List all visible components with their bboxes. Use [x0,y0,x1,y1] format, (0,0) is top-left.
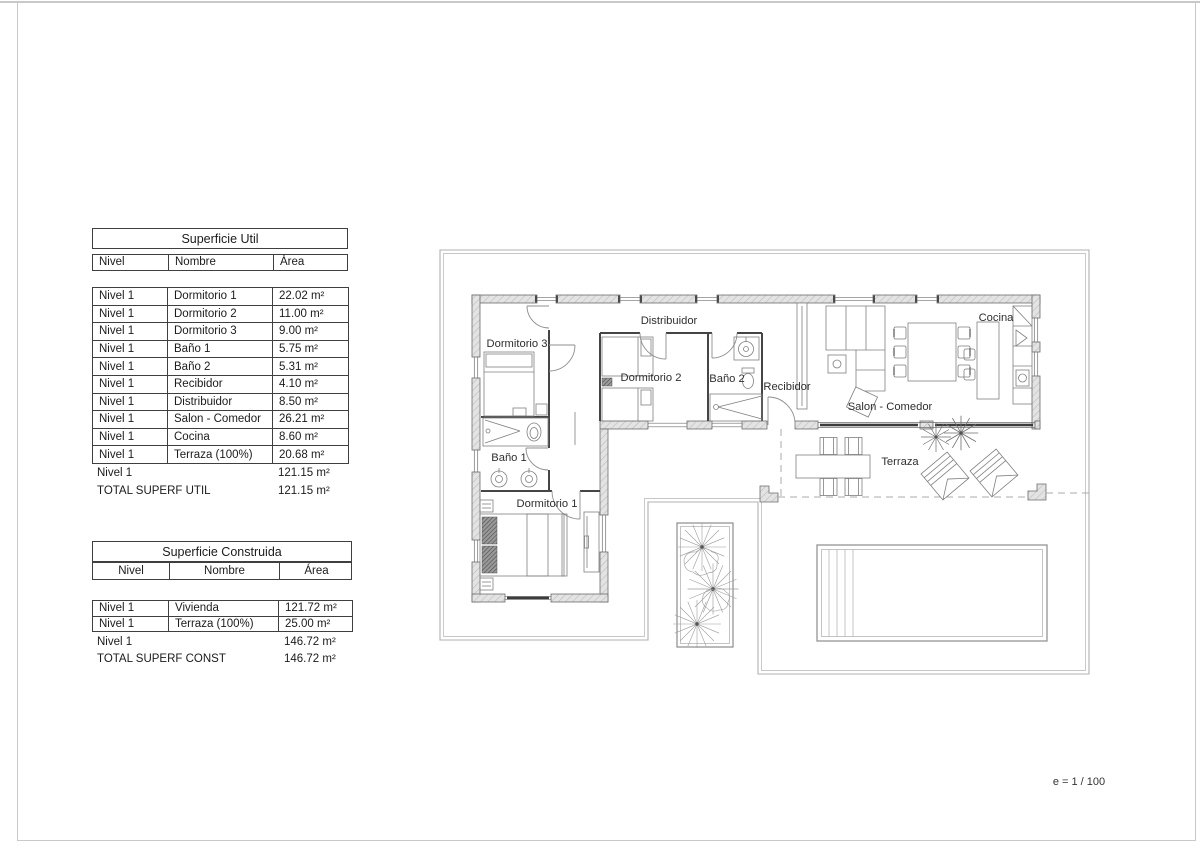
room-label-distribuidor: Distribuidor [640,315,698,327]
bed-bench [513,408,526,416]
corner-sofa [826,306,885,391]
scale-note: e = 1 / 100 [1052,776,1106,788]
kitchen-sink [1016,370,1029,386]
subtotal-level: Nivel 1 [97,635,133,648]
column-header: Área [273,255,349,270]
table-row: Nivel 1 Baño 1 5.75 m² [93,340,349,358]
sink [491,471,507,487]
sun-lounger [921,452,969,500]
porch-pillar [760,486,778,502]
pillow [482,546,497,573]
column-header: Área [279,563,353,580]
room-label-dormitorio3: Dormitorio 3 [486,338,548,350]
nightstand [480,500,493,512]
dormitorio1-furniture [480,500,599,590]
column-header: Nivel [118,565,144,577]
column-header: Nombre [168,255,273,270]
total-label: TOTAL SUPERF UTIL [97,484,211,497]
doors [526,306,795,519]
pillow [641,390,651,405]
door-icon [526,306,795,519]
porch-pillar [1028,484,1046,500]
room-label-salon-comedor: Salon - Comedor [847,401,933,413]
util-table-title: Superficie Util [92,228,348,249]
room-label-cocina: Cocina [978,312,1014,324]
table-row: Nivel 1 Salon - Comedor 26.21 m² [93,411,349,429]
plant [944,416,979,451]
dormitorio3-furniture [484,352,547,416]
bed [484,352,534,416]
table-row: Nivel 1 Baño 2 5.31 m² [93,358,349,376]
sliding-glass-door-icon [505,423,1035,600]
construida-table-title: Superficie Construida [92,541,352,562]
dining-table [908,323,956,381]
room-label-dormitorio1: Dormitorio 1 [516,498,578,510]
nightstand [480,578,493,590]
table-row: Nivel 1 Cocina 8.60 m² [93,428,349,446]
total-area: 146.72 m² [284,653,336,666]
column-header: Nombre [169,563,279,580]
room-label-dormitorio2: Dormitorio 2 [620,372,682,384]
sink [521,471,537,487]
swimming-pool [817,545,1047,641]
table-row: Nivel 1 Dormitorio 1 22.02 m² [93,288,349,306]
room-label-recibidor: Recibidor [763,381,811,393]
table-row: Nivel 1 Distribuidor 8.50 m² [93,393,349,411]
table-row: Nivel 1 Dormitorio 2 11.00 m² [93,305,349,323]
bed [602,337,653,376]
wardrobe [584,512,599,572]
outdoor-table [796,455,870,478]
subtotal-area: 146.72 m² [284,635,336,648]
pillow [486,354,532,367]
corner-cabinet [1016,330,1027,346]
kitchen-counter [1013,306,1032,404]
column-header: Nivel [99,256,125,268]
nightstand [602,378,612,386]
table-row: Nivel 1 Dormitorio 3 9.00 m² [93,323,349,341]
room-label-bano1: Baño 1 [491,452,527,464]
table-row: Nivel 1 Recibidor 4.10 m² [93,375,349,393]
sun-lounger [970,449,1018,497]
subtotal-level: Nivel 1 [97,467,133,480]
room-label-bano2: Baño 2 [709,373,745,385]
room-label-terraza: Terraza [881,456,919,468]
table-row: Nivel 1 Terraza (100%) 20.68 m² [93,446,349,464]
garden-bed [673,523,738,648]
kitchen-island [977,322,999,399]
table-row: Nivel 1 Vivienda 121.72 m² [93,601,353,617]
total-area: 121.15 m² [278,484,330,497]
nightstand [536,404,547,415]
subtotal-area: 121.15 m² [278,467,330,480]
table-row: Nivel 1 Terraza (100%) 25.00 m² [93,616,353,632]
pillow [482,517,497,544]
side-table [828,355,846,373]
total-label: TOTAL SUPERF CONST [97,653,226,666]
bed [602,388,653,421]
